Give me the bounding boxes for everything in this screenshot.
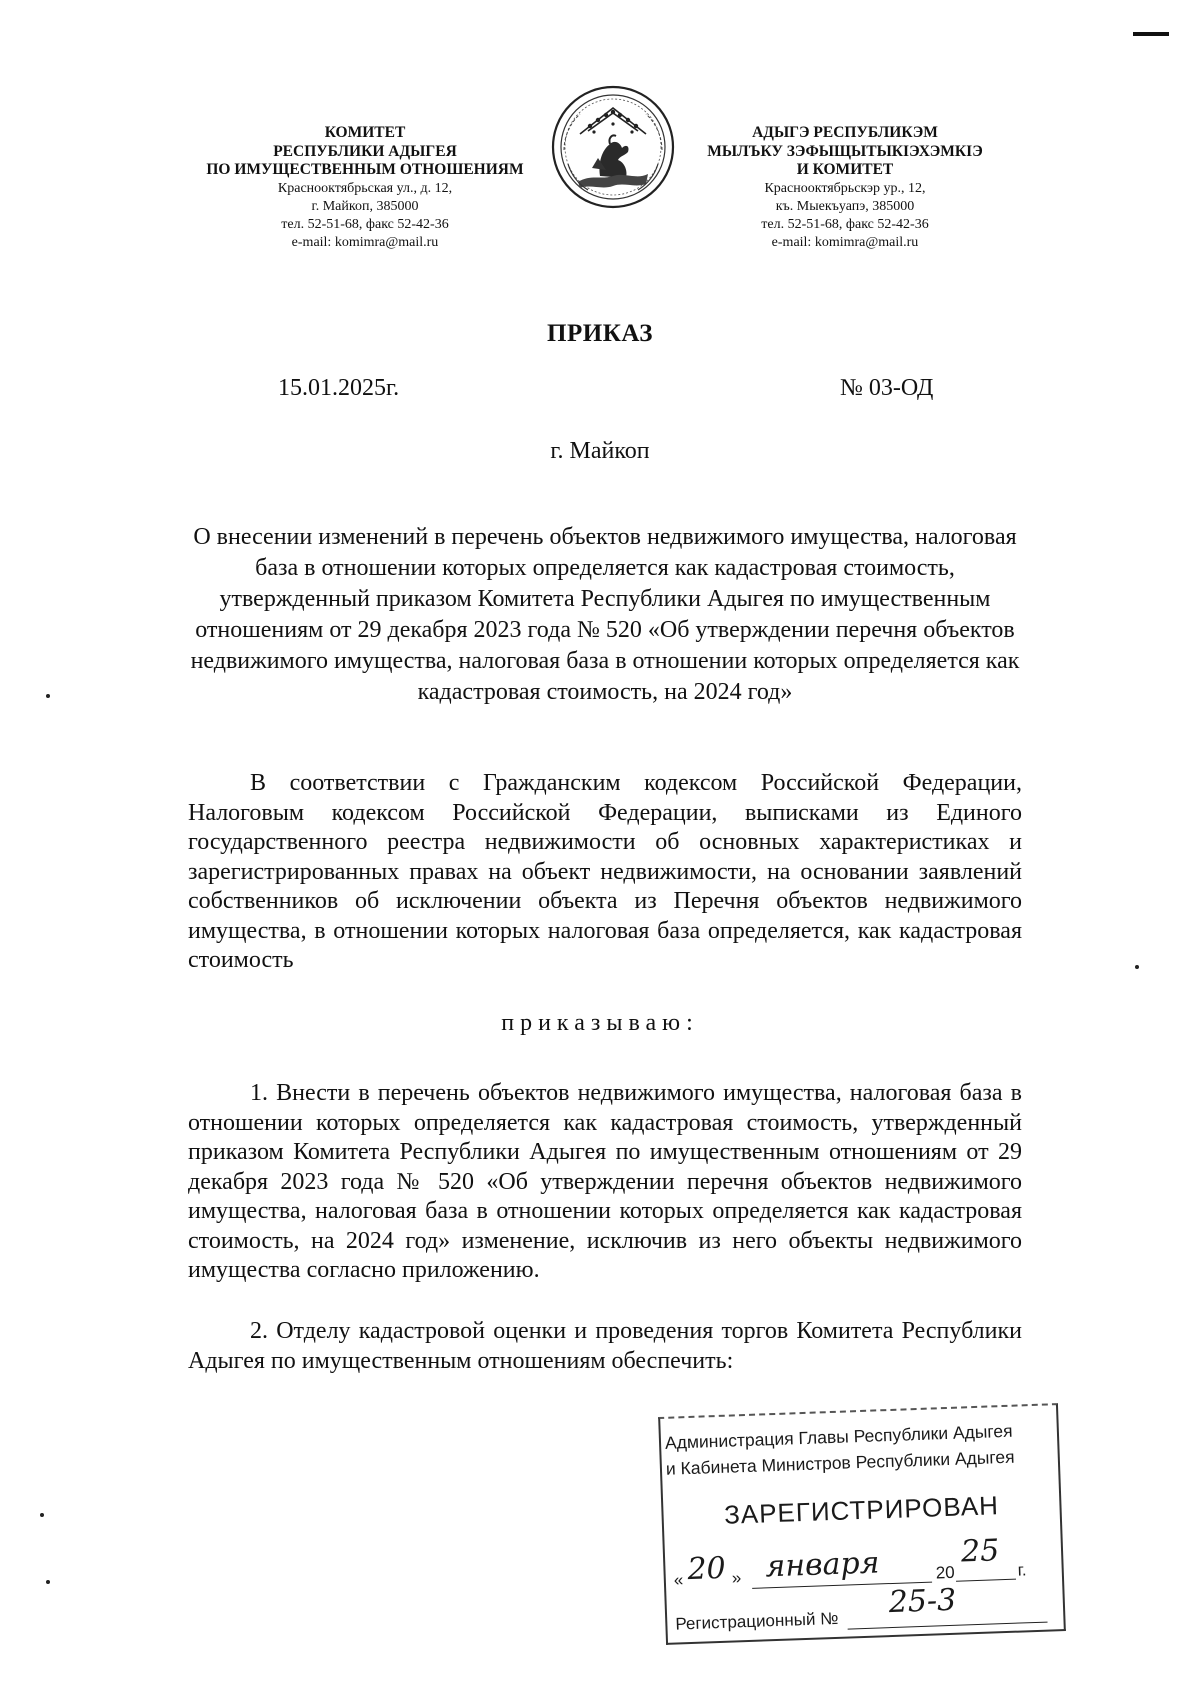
email-ru: e-mail: komimra@mail.ru <box>291 234 439 250</box>
stamp-org-line2: и Кабинета Министров Республики Адыгея <box>665 1446 1015 1479</box>
stamp-year-suffix: г. <box>1017 1560 1027 1580</box>
committee-name-ady-line1: АДЫГЭ РЕСПУБЛИКЭМ <box>752 124 938 141</box>
scan-speck <box>1135 965 1139 969</box>
document-subject: О внесении изменений в перечень объектов недвижимого имущества, налоговая база в отношении которых определяется как кадастровая стоимость, утвержденный приказом Комитета Республики Адыгея по имущественным отношениям от 29 декабря 2023 года № 520 «Об утверждении перечня объектов недвижимого имущества, налоговая база в отношении которых определяется как кадастровая стоимость, на 2024 год» <box>190 524 1020 705</box>
stamp-org-line1: Администрация Главы Республики Адыгея <box>664 1420 1013 1453</box>
address-ady-line2: къ. Мыекъуапэ, 385000 <box>775 198 915 214</box>
scan-speck <box>40 1513 44 1517</box>
phone-ru: тел. 52-51-68, факс 52-42-36 <box>281 216 449 232</box>
phone-ady: тел. 52-51-68, факс 52-42-36 <box>761 216 929 232</box>
stamp-quote-close: » <box>731 1568 742 1588</box>
stamp-reg-label: Регистрационный № <box>675 1608 839 1634</box>
committee-name-ru-line1: КОМИТЕТ <box>324 124 406 141</box>
stamp-year-handwritten: 25 <box>960 1533 1000 1570</box>
scan-speck <box>46 1580 50 1584</box>
stamp-quote-open: « <box>673 1570 684 1590</box>
committee-name-ady-line3: И КОМИТЕТ <box>796 161 894 178</box>
registration-stamp <box>658 1403 1066 1645</box>
letterhead-right <box>675 124 1015 252</box>
stamp-day-handwritten: 20 <box>686 1550 727 1588</box>
email-ady: e-mail: komimra@mail.ru <box>771 234 919 250</box>
stamp-status: ЗАРЕГИСТРИРОВАН <box>723 1490 1000 1530</box>
document-title: ПРИКАЗ <box>547 320 653 347</box>
document-number: № 03-ОД <box>840 375 934 401</box>
order-item-2: 2. Отделу кадастровой оценки и проведения торгов Комитета Республики Адыгея по имущественным отношениям обеспечить: <box>188 1318 1022 1374</box>
decree-word: приказываю: <box>501 1010 699 1036</box>
committee-name-ru-line3: ПО ИМУЩЕСТВЕННЫМ ОТНОШЕНИЯМ <box>206 161 524 178</box>
committee-name-ru-line2: РЕСПУБЛИКИ АДЫГЕЯ <box>273 142 457 160</box>
address-ru-line1: Красноoктябрьская ул., д. 12, <box>277 180 453 196</box>
stamp-reg-number-handwritten: 25-3 <box>888 1582 957 1621</box>
address-ru-line2: г. Майкоп, 385000 <box>311 198 419 214</box>
stamp-month-handwritten: января <box>764 1545 881 1585</box>
order-item-1: 1. Внести в перечень объектов недвижимого имущества, налоговая база в отношении которых определяется как кадастровая стоимость, утвержденный приказом Комитета Республики Адыгея по имущественным отношениям от 29 декабря 2023 года № 520 «Об утверждении перечня объектов недвижимого имущества, налоговая база в отношении которых определяется как кадастровая стоимость, на 2024 год» изменение, исключив из него объекты недвижимого имущества согласно приложению. <box>188 1080 1022 1283</box>
committee-name-ady-line2: МЫЛЪКУ ЗЭФЫЩЫТЫКIЭХЭМКIЭ <box>707 142 983 160</box>
coat-of-arms-icon <box>550 84 676 210</box>
letterhead-left <box>180 124 550 252</box>
document-city: г. Майкоп <box>550 438 650 464</box>
document-date: 15.01.2025г. <box>278 375 400 401</box>
stamp-year-line <box>956 1579 1016 1582</box>
address-ady-line1: Краснооктябрьскэр ур., 12, <box>764 180 926 196</box>
stamp-year-prefix: 20 <box>935 1562 955 1583</box>
preamble-paragraph: В соответствии с Гражданским кодексом Российской Федерации, Налоговым кодексом Российской Федерации, выписками из Единого государственного реестра недвижимости об основных характеристиках и зарегистрированных правах на объект недвижимости, на основании заявлений собственников об исключении объекта из Перечня объектов недвижимого имущества, в отношении которых налоговая база определяется, как кадастровая стоимость <box>188 770 1022 973</box>
scan-speck <box>46 694 50 698</box>
scan-mark <box>1133 32 1169 36</box>
